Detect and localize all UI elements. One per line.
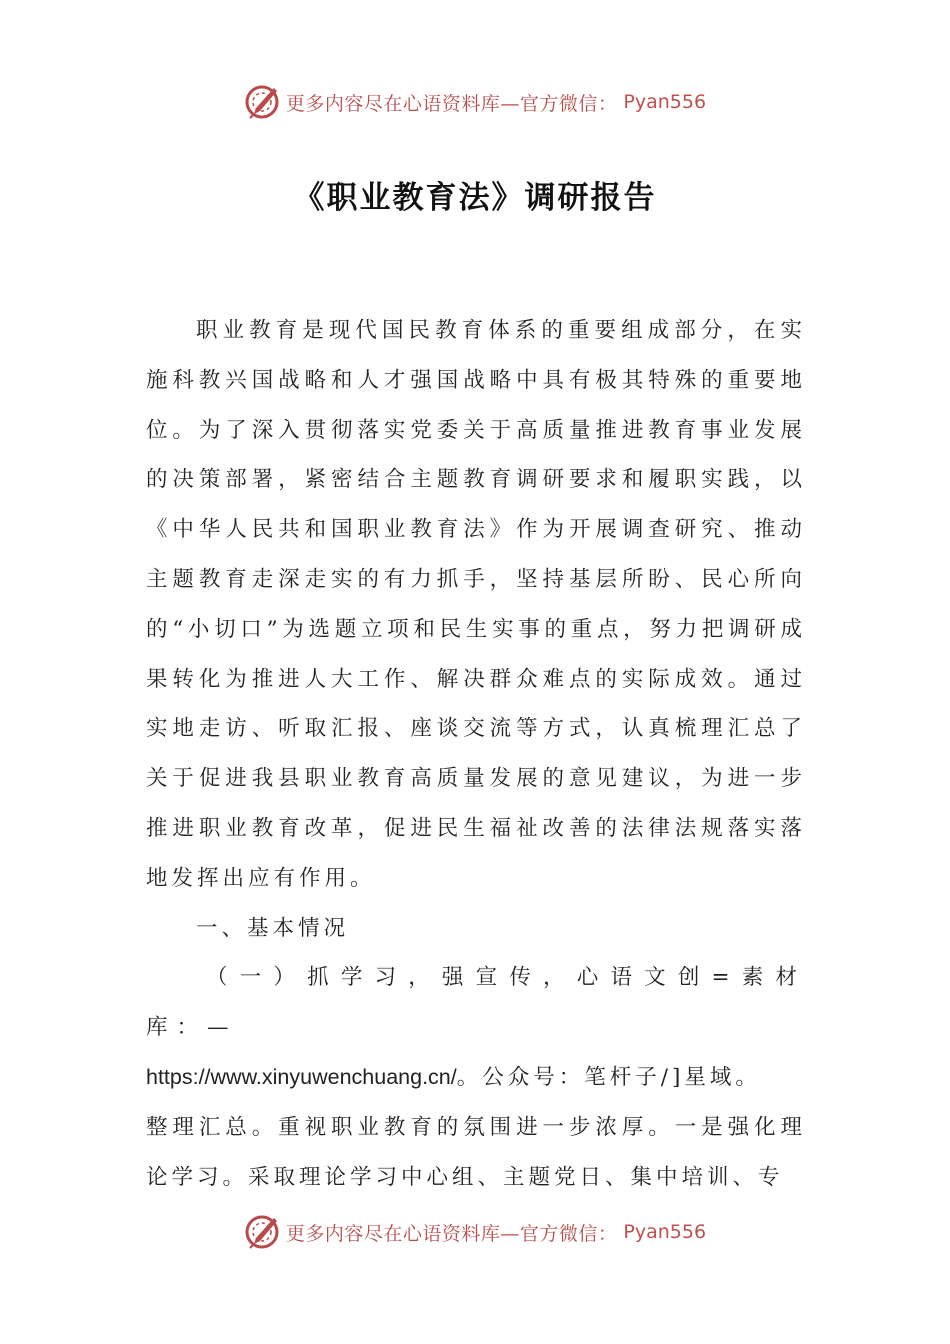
- header-banner: [0, 80, 950, 124]
- quill-pen-logo-icon: [244, 1214, 280, 1250]
- document-body: [146, 306, 806, 1202]
- subheading-study-publicity: （一）抓学习，强宣传，心语文创=素材库：—: [146, 965, 806, 1041]
- website-url: https://www.xinyuwenchuang.cn/: [146, 1064, 457, 1089]
- wechat-id: Pyan556: [623, 91, 707, 113]
- banner-text: 更多内容尽在心语资料库—官方微信：: [285, 1222, 618, 1245]
- quill-pen-logo-icon: [244, 84, 280, 120]
- paragraph-summary: 整理汇总。重视职业教育的氛围进一步浓厚。一是强化理论学习。采取理论学习中心组、主题党日、集中培训、专: [146, 1114, 806, 1190]
- after-url-text: 。公众号：笔杆子/]星域。: [456, 1064, 761, 1090]
- document-title: 《职业教育法》调研报告: [293, 180, 657, 216]
- banner-text: 更多内容尽在心语资料库—官方微信：: [285, 92, 618, 115]
- url-line: [146, 1053, 806, 1103]
- footer-banner: [0, 1210, 950, 1254]
- paragraph-intro: 职业教育是现代国民教育体系的重要组成部分，在实施科教兴国战略和人才强国战略中具有极其特殊的重要地位。为了深入贯彻落实党委关于高质量推进教育事业发展的决策部署，紧密结合主题教育调研要求和履职实践，以《中华人民共和国职业教育法》作为开展调查研究、推动主题教育走深走实的有力抓手，坚持基层所盼、民心所向的“小切口”为选题立项和民生实事的重点，努力把调研成果转化为推进人大工作、解决群众难点的实际成效。通过实地走访、听取汇报、座谈交流等方式，认真梳理汇总了关于促进我县职业教育高质量发展的意见建议，为进一步推进职业教育改革，促进民生福祉改善的法律法规落实落地发挥出应有作用。: [146, 318, 806, 891]
- wechat-id: Pyan556: [623, 1221, 707, 1243]
- section-heading-basic-situation: 一、基本情况: [196, 915, 350, 941]
